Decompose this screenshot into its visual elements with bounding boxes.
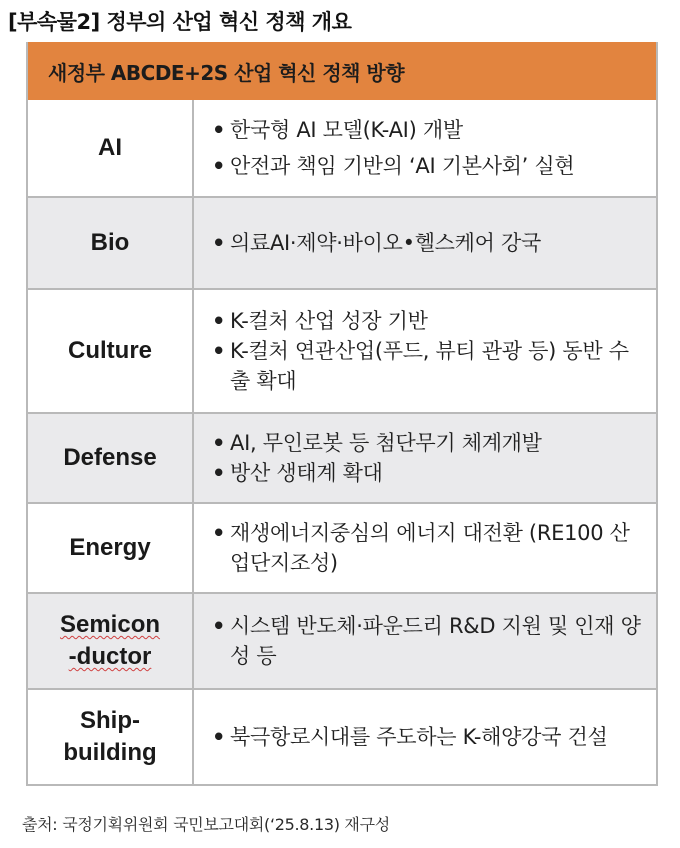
item-text: 시스템 반도체·파운드리 R&D 지원 및 인재 양성 등: [230, 614, 641, 668]
items-cell: [194, 594, 656, 688]
table-row-ai: [28, 100, 656, 198]
category-cell: [28, 414, 194, 502]
list-item: [212, 151, 646, 181]
items-cell: [194, 290, 656, 412]
category-cell: [28, 594, 194, 688]
category-label: Energy: [69, 534, 151, 561]
category-cell: [28, 690, 194, 784]
items-cell: [194, 414, 656, 502]
items-cell: [194, 504, 656, 592]
bullet-icon: •: [212, 339, 226, 363]
bullet-icon: •: [212, 725, 226, 749]
list-item: [212, 336, 646, 396]
list-item: [212, 611, 646, 671]
bullet-icon: •: [212, 118, 226, 142]
item-text: AI, 무인로봇 등 첨단무기 체계개발: [230, 431, 542, 455]
category-label: Ship-: [80, 707, 140, 734]
bullet-icon: •: [212, 614, 226, 638]
source-note: 출처: 국정기획위원회 국민보고대회(‘25.8.13) 재구성: [22, 815, 390, 834]
policy-table: [26, 42, 658, 786]
bullet-icon: •: [212, 461, 226, 485]
bullet-icon: •: [212, 231, 226, 255]
category-cell: [28, 198, 194, 288]
table-header: 새정부 ABCDE+2S 산업 혁신 정책 방향: [28, 42, 656, 100]
list-item: [212, 306, 646, 336]
item-text: 안전과 책임 기반의 ‘AI 기본사회’ 실현: [230, 154, 575, 178]
category-label: Bio: [90, 229, 130, 256]
item-text: 한국형 AI 모델(K-AI) 개발: [230, 118, 463, 142]
items-cell: [194, 198, 656, 288]
items-cell: [194, 100, 656, 196]
item-text: 방산 생태계 확대: [230, 461, 383, 485]
category-label: Culture: [68, 337, 152, 364]
item-text: 재생에너지중심의 에너지 대전환 (RE100 산업단지조성): [230, 521, 630, 575]
category-label: Defense: [63, 444, 157, 471]
table-row-shipbuilding: [28, 690, 656, 786]
item-text: K-컬처 연관산업(푸드, 뷰티 관광 등) 동반 수출 확대: [230, 339, 629, 393]
list-item: [212, 722, 646, 752]
table-row-bio: [28, 198, 656, 290]
category-label: Semicon: [59, 611, 161, 638]
category-label: AI: [98, 134, 122, 161]
list-item: [212, 458, 646, 488]
table-row-defense: [28, 414, 656, 504]
table-row-semiconductor: [28, 594, 656, 690]
item-text: 의료AI·제약·바이오•헬스케어 강국: [230, 231, 541, 255]
table-row-energy: [28, 504, 656, 594]
list-item: [212, 518, 646, 578]
list-item: [212, 228, 646, 258]
category-cell: [28, 100, 194, 196]
list-item: [212, 115, 646, 145]
item-text: K-컬처 산업 성장 기반: [230, 309, 428, 333]
list-item: [212, 428, 646, 458]
category-label: -ductor: [68, 643, 152, 670]
item-text: 북극항로시대를 주도하는 K-해양강국 건설: [230, 725, 608, 749]
bullet-icon: •: [212, 521, 226, 545]
table-row-culture: [28, 290, 656, 414]
category-cell: [28, 504, 194, 592]
category-label: building: [63, 739, 157, 766]
items-cell: [194, 690, 656, 784]
document-title: [부속물2] 정부의 산업 혁신 정책 개요: [8, 10, 352, 34]
bullet-icon: •: [212, 431, 226, 455]
bullet-icon: •: [212, 154, 226, 178]
bullet-icon: •: [212, 309, 226, 333]
category-cell: [28, 290, 194, 412]
